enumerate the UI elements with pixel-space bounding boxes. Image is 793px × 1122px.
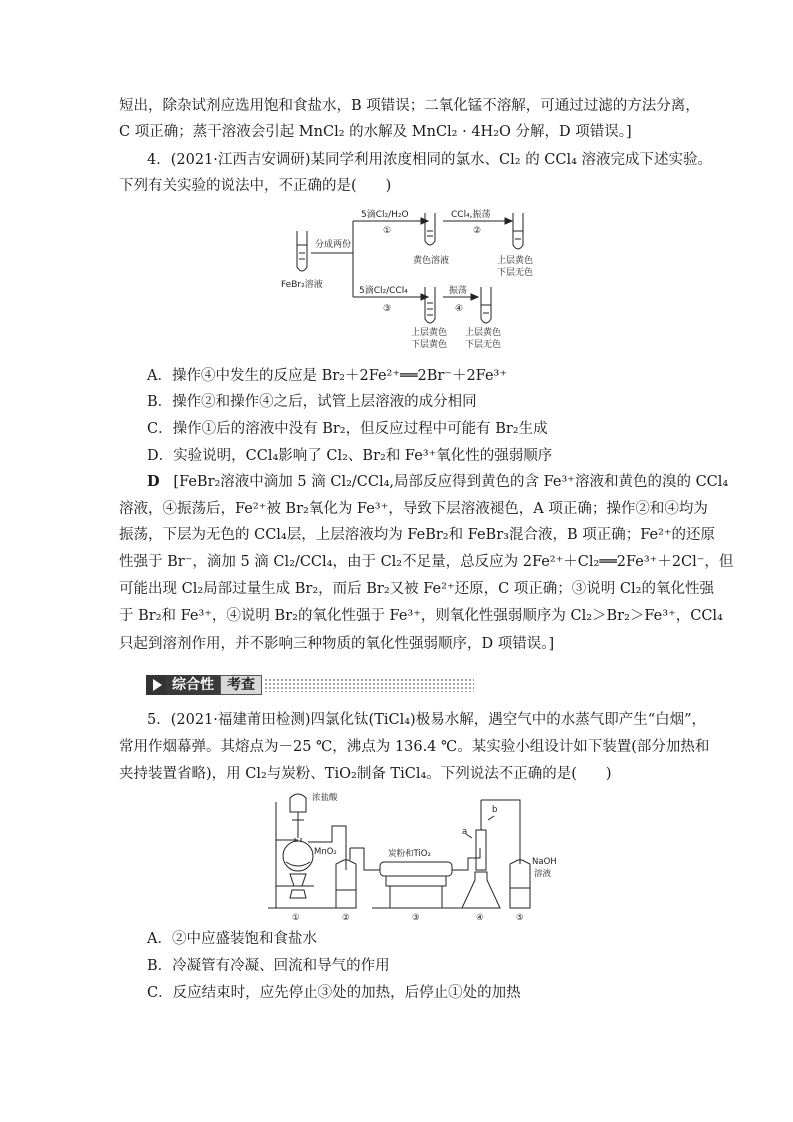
q4-step2-label: CCl₄,振荡 (451, 210, 491, 220)
q5-num-1: ① (292, 913, 300, 922)
q4-step3-label: 5滴Cl₂/CCl₄ (359, 286, 408, 296)
q5-label-solution: 溶液 (534, 869, 552, 879)
q4-option-d: D．实验说明，CCl₄影响了 Cl₂、Br₂和 Fe³⁺氧化性的强弱顺序 (147, 448, 553, 464)
q4-step4-result-2: 下层无色 (465, 340, 502, 350)
q4-step3-num: ③ (383, 304, 392, 314)
q4-answer-line-1 (147, 472, 728, 492)
q4-answer-line-7: 只起到溶剂作用，并不影响三种物质的氧化性强弱顺序，D 项错误。] (119, 636, 555, 652)
play-icon (146, 675, 166, 695)
q4-step1-label: 5滴Cl₂/H₂O (361, 210, 409, 220)
q5-label-b: b (492, 805, 498, 815)
q4-step1-result: 黄色溶液 (413, 256, 450, 266)
q4-split-label: 分成两份 (315, 240, 352, 250)
q4-step4-label: 振荡 (449, 286, 468, 296)
q5-option-b: B．冷凝管有冷凝、回流和导气的作用 (147, 958, 390, 974)
q4-answer-line-2: 溶液，④振荡后，Fe²⁺被 Br₂氧化为 Fe³⁺，导致下层溶液褪色，A 项正确；操作②和④均为 (119, 501, 708, 517)
q5-num-5: ⑤ (516, 913, 524, 922)
section-banner (146, 674, 474, 696)
q4-step1-num: ① (383, 226, 392, 236)
q4-step3-result-1: 上层黄色 (411, 328, 448, 338)
intro-line-1: 短出，除杂试剂应选用饱和食盐水，B 项错误；二氧化锰不溶解，可通过过滤的方法分离， (119, 98, 700, 114)
q4-option-c: C．操作①后的溶液中没有 Br₂，但反应过程中可能有 Br₂生成 (147, 421, 548, 437)
q5-option-a: A．②中应盛装饱和食盐水 (147, 931, 317, 947)
q4-step2-result-1: 上层黄色 (497, 256, 534, 266)
q5-stem-line-3: 夹持装置省略)，用 Cl₂与炭粉、TiO₂制备 TiCl₄。下列说法不正确的是( ) (119, 766, 612, 782)
banner-dot-pattern (264, 678, 474, 692)
q4-stem-line-1: 4．(2021·江西吉安调研)某同学利用浓度相同的氯水、Cl₂ 的 CCl₄ 溶液完成下述实验。 (147, 152, 713, 168)
q4-experiment-diagram (275, 205, 595, 355)
q4-answer-letter: D (147, 473, 160, 490)
q5-label-a: a (462, 827, 468, 837)
q4-start-label: FeBr₂溶液 (281, 280, 323, 290)
q5-stem-line-2: 常用作烟幕弹。其熔点为－25 ℃，沸点为 136.4 ℃。某实验小组设计如下装置(部分加热和 (119, 739, 710, 755)
q5-label-naoh: NaOH (532, 857, 557, 867)
q5-option-c: C．反应结束时，应先停止③处的加热，后停止①处的加热 (147, 985, 521, 1001)
q4-answer-line-5: 可能出现 Cl₂局部过量生成 Br₂，而后 Br₂又被 Fe²⁺还原，C 项正确；③说明 Cl₂的氧化性强 (119, 581, 714, 597)
q4-answer-line-4: 性强于 Br⁻，滴加 5 滴 Cl₂/CCl₄，由于 Cl₂不足量，总反应为 2Fe²⁺＋Cl₂══2Fe³⁺＋2Cl⁻，但 (119, 554, 734, 570)
q5-label-acid: 浓盐酸 (312, 793, 338, 803)
q5-apparatus-diagram (262, 790, 562, 922)
q4-step2-result-2: 下层无色 (497, 268, 534, 278)
q5-label-mno2: MnO₂ (314, 847, 337, 857)
q4-answer-line-6: 于 Br₂和 Fe³⁺，④说明 Br₂的氧化性强于 Fe³⁺，则氧化性强弱顺序为 Cl₂＞Br₂＞Fe³⁺，CCl₄ (119, 608, 723, 624)
q4-step2-num: ② (473, 226, 482, 236)
q5-num-4: ④ (476, 913, 484, 922)
q4-step3-result-2: 下层黄色 (411, 340, 448, 350)
q4-option-a: A．操作④中发生的反应是 Br₂＋2Fe²⁺══2Br⁻＋2Fe³⁺ (147, 368, 507, 384)
q4-step4-result-1: 上层黄色 (465, 328, 502, 338)
banner-label-main: 综合性 (166, 675, 220, 695)
q4-stem-line-2: 下列有关实验的说法中，不正确的是( ) (119, 178, 392, 194)
q4-answer-text-1: [FeBr₂溶液中滴加 5 滴 Cl₂/CCl₄,局部反应得到黄色的含 Fe³⁺溶液和黄色的溴的 CCl₄ (173, 474, 729, 490)
banner-label-sub: 考查 (220, 675, 262, 695)
q4-step4-num: ④ (455, 304, 464, 314)
q5-num-2: ② (342, 913, 350, 922)
q4-option-b: B．操作②和操作④之后，试管上层溶液的成分相同 (147, 394, 477, 410)
q5-stem-line-1: 5．(2021·福建莆田检测)四氯化钛(TiCl₄)极易水解，遇空气中的水蒸气即产生“白烟”， (147, 712, 707, 728)
q5-num-3: ③ (412, 913, 420, 922)
q5-label-tube: 炭粉和TiO₂ (388, 849, 431, 859)
intro-line-2: C 项正确；蒸干溶液会引起 MnCl₂ 的水解及 MnCl₂ · 4H₂O 分解，D 项错误。] (119, 124, 632, 140)
q4-answer-line-3: 振荡，下层为无色的 CCl₄层，上层溶液均为 FeBr₂和 FeBr₃混合液，B 项正确；Fe²⁺的还原 (119, 527, 716, 543)
